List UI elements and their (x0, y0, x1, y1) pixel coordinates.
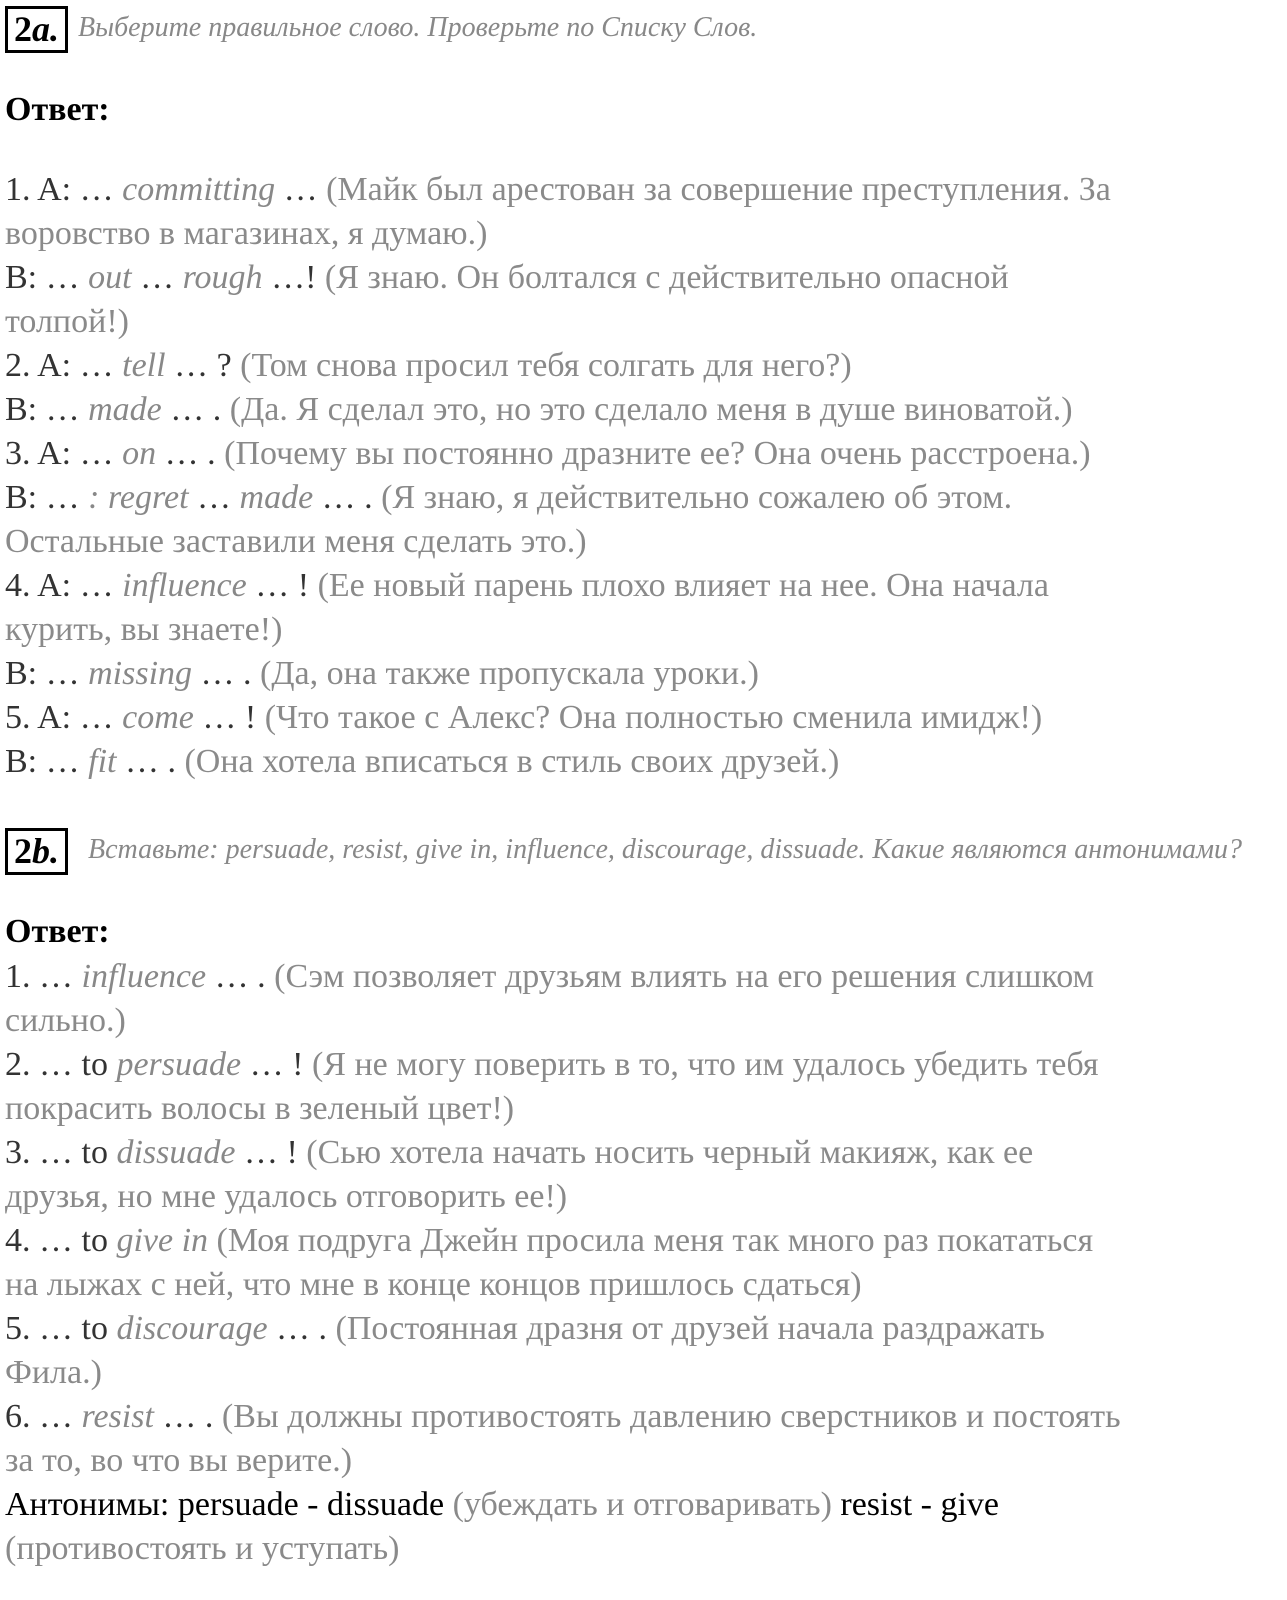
answer-line: воровство в магазинах, я думаю.) (5, 215, 488, 252)
task-2b-header (5, 828, 1275, 875)
answer-line: B: … made … . (Да. Я сделал это, но это сделало меня в душе виноватой.) (5, 391, 1073, 428)
answer-line: сильно.) (5, 1002, 126, 1039)
answers-2a (5, 168, 1275, 784)
task-2a-instruction: Выберите правильное слово. Проверьте по Списку Слов. (78, 12, 758, 43)
answer-line: Фила.) (5, 1354, 102, 1391)
answer-line: 1. A: … committing … (Майк был арестован за совершение преступления. За (5, 171, 1111, 208)
answer-line: 4. A: … influence … ! (Ее новый парень плохо влияет на нее. Она начала (5, 567, 1049, 604)
answer-line: 3. … to dissuade … ! (Сью хотела начать носить черный макияж, как ее (5, 1134, 1034, 1171)
answer-line: курить, вы знаете!) (5, 611, 283, 648)
answer-line: 3. A: … on … . (Почему вы постоянно дразните ее? Она очень расстроена.) (5, 435, 1091, 472)
answer-line: за то, во что вы верите.) (5, 1442, 353, 1479)
answer-line: 4. … to give in (Моя подруга Джейн просила меня так много раз покататься (5, 1222, 1094, 1259)
task-2b-badge: 2b. (5, 828, 68, 875)
answer-line: Остальные заставили меня сделать это.) (5, 523, 587, 560)
antonyms-gloss: (противостоять и уступать) (5, 1530, 400, 1567)
answer-line: друзья, но мне удалось отговорить ее!) (5, 1178, 568, 1215)
answer-line: 5. A: … come … ! (Что такое с Алекс? Она полностью сменила имидж!) (5, 699, 1043, 736)
answer-line: 1. … influence … . (Сэм позволяет друзьям влиять на его решения слишком (5, 958, 1095, 995)
answer-label: Ответ: (5, 913, 110, 950)
answer-line: толпой!) (5, 303, 129, 340)
answer-line: B: … out … rough …! (Я знаю. Он болтался с действительно опасной (5, 259, 1009, 296)
task-2a-header (5, 6, 1275, 53)
answer-line: 2. A: … tell … ? (Том снова просил тебя солгать для него?) (5, 347, 852, 384)
answer-label: Ответ: (5, 91, 110, 128)
antonyms-line: Антонимы: persuade - dissuade (убеждать и отговаривать) resist - give (5, 1486, 1000, 1523)
answer-line: B: … : regret … made … . (Я знаю, я действительно сожалею об этом. (5, 479, 1013, 516)
answers-2b (5, 955, 1275, 1571)
answer-line: 6. … resist … . (Вы должны противостоять давлению сверстников и постоять (5, 1398, 1121, 1435)
task-2b-instruction: Вставьте: persuade, resist, give in, influence, discourage, dissuade. Какие являются антонимами? (88, 834, 1243, 865)
answer-line: 5. … to discourage … . (Постоянная дразня от друзей начала раздражать (5, 1310, 1045, 1347)
task-2a-badge: 2a. (5, 6, 68, 53)
answer-line: 2. … to persuade … ! (Я не могу поверить в то, что им удалось убедить тебя (5, 1046, 1099, 1083)
answer-line: B: … missing … . (Да, она также пропускала уроки.) (5, 655, 759, 692)
answer-line: на лыжах с ней, что мне в конце концов пришлось сдаться) (5, 1266, 862, 1303)
answer-line: покрасить волосы в зеленый цвет!) (5, 1090, 515, 1127)
answer-line: B: … fit … . (Она хотела вписаться в стиль своих друзей.) (5, 743, 840, 780)
